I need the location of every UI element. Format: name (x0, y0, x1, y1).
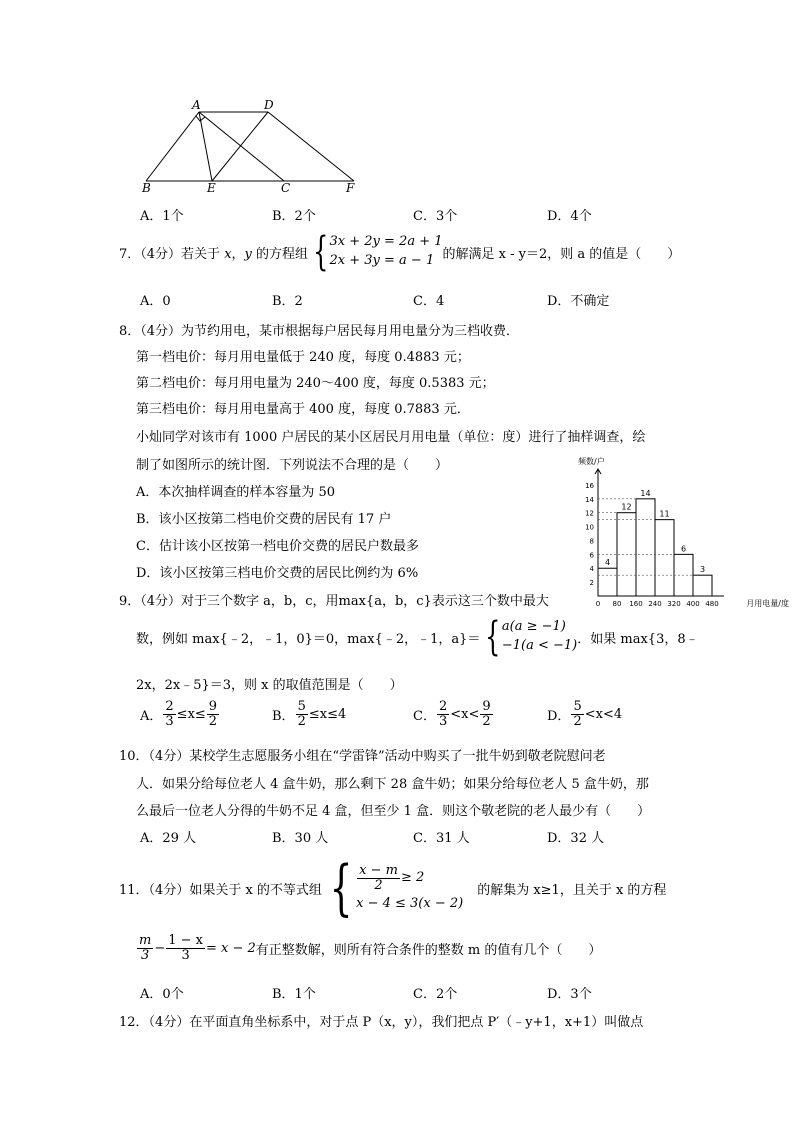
y-tick-label: 10 (585, 523, 594, 532)
histogram-chart (572, 456, 790, 616)
y-axis-label: 频数/户 (578, 457, 605, 466)
q11-prefix: 11．（4分）如果关于 x 的不等式组 (119, 882, 322, 898)
point-label-e: E (207, 181, 216, 195)
x-tick-label: 160 (629, 600, 643, 608)
q9-case1: a(a ≥ −1) (501, 619, 566, 635)
bar (693, 575, 712, 596)
y-tick-label: 4 (589, 565, 594, 574)
q6-option-c: C．3个 (413, 209, 458, 224)
q8-tier2: 第二档电价：每月用电量为 240～400 度，每度 0.5383 元； (136, 376, 495, 391)
option-key: B． (272, 708, 295, 724)
point-label-c: C (281, 181, 291, 195)
y-tick-label: 14 (585, 495, 594, 504)
q8-line2: 制了如图所示的统计图．下列说法不合理的是（ ） (136, 458, 449, 473)
bar (598, 568, 617, 596)
data-label: 14 (640, 488, 651, 498)
q11-system (356, 864, 463, 912)
x-tick-label: 0 (595, 600, 601, 608)
q11-option-b: B．1个 (272, 987, 316, 1002)
bar (655, 520, 674, 596)
q8-line1: 小灿同学对该市有 1000 户居民的某小区居民月用电量（单位：度）进行了抽样调查，绘 (136, 430, 646, 445)
q9-option-d (547, 700, 622, 728)
q8-tier3: 第三档电价：每月用电量高于 400 度，每度 0.7883 元． (136, 402, 470, 417)
q10-line3: 么最后一位老人分得的牛奶不足 4 盒，但至少 1 盒．则这个敬老院的老人最少有（ ） (136, 804, 651, 819)
fraction: $\frac{5}{2}$ (573, 699, 582, 729)
point-label-a: A (192, 98, 201, 112)
y-tick-label: 2 (589, 579, 594, 588)
q11-equation-line: $\frac{m}{3}$ − $\frac{1 - x}{3}$ = x − 2 有正整数解，则所有符合条件的整数 m 的值有几个（ ） (139, 933, 602, 963)
x-tick-label: 400 (686, 600, 700, 608)
q10-line2: 人．如果分给每位老人 4 盒牛奶，那么剩下 28 盒牛奶；如果分给每位老人 5 盒牛奶，那 (136, 777, 649, 792)
data-label: 11 (659, 509, 670, 519)
fraction: $\frac{2}{3}$ (165, 699, 174, 729)
q7-option-d: D．不确定 (547, 294, 610, 309)
q10-option-d: D．32 人 (547, 831, 605, 846)
y-tick-label: 12 (585, 509, 594, 518)
inequality: ≤x≤4 (308, 706, 347, 722)
q6-option-d: D．4个 (547, 209, 592, 224)
q7-eq2: 2x + 3y = a − 1 (329, 253, 435, 268)
q9-line2a: 数，例如 max{﹣2，﹣1，0}＝0，max{﹣2，﹣1，a}＝ (136, 631, 481, 647)
data-label: 4 (604, 558, 611, 568)
fraction: $\frac{x - m}{2}$ (359, 863, 398, 893)
q7-option-a: A．0 (140, 294, 171, 309)
point-label-f: F (346, 181, 355, 195)
inequality: <x<4 (584, 706, 623, 722)
q11-ineq2: x − 4 ≤ 3(x − 2) (356, 896, 464, 912)
inequality: ≤x≤ (176, 706, 206, 722)
option-key: D． (547, 708, 571, 724)
q7-stem: 7．（4分）若关于 x，y 的方程组 { 3x + 2y = 2a + 1 2x + 3y = a − 1 的解满足 x - y＝2，则 a 的值是（ ） (119, 229, 681, 275)
data-label: 6 (680, 544, 687, 554)
q8-option-b: B．该小区按第二档电价交费的居民有 17 户 (136, 512, 392, 527)
fraction: $\frac{1 - x}{3}$ (168, 933, 203, 963)
q6-option-a: A．1个 (140, 209, 184, 224)
q9-case2: −1(a < −1) (501, 638, 578, 653)
q10-line1: 10．（4分）某校学生志愿服务小组在“学雷锋”活动中购买了一批牛奶到敬老院慰问老 (119, 749, 606, 764)
q7-suffix: 的解满足 x - y＝2，则 a 的值是（ ） (442, 246, 681, 262)
x-tick-label: 240 (648, 600, 662, 608)
q9-line2b: ．如果 max{3，8﹣ (577, 631, 699, 647)
q11-eq-suffix: 有正整数解，则所有符合条件的整数 m 的值有几个（ ） (255, 942, 602, 958)
x-axis-label: 月用电量/度 (746, 599, 789, 608)
q8-option-d: D．该小区按第三档电价交费的居民比例约为 6% (136, 566, 419, 581)
q10-option-c: C．31 人 (413, 831, 470, 846)
q8-option-a: A．本次抽样调查的样本容量为 50 (136, 485, 336, 500)
option-key: C． (413, 708, 436, 724)
x-tick-label: 480 (705, 600, 719, 608)
q9-option-b (272, 700, 346, 728)
geometry-figure (130, 94, 380, 198)
cases-brace: { (485, 614, 501, 660)
q7-eq1: 3x + 2y = 2a + 1 (329, 234, 443, 250)
y-tick-label: 6 (589, 551, 594, 560)
q9-line2 (136, 614, 699, 660)
system-brace: { (313, 229, 329, 275)
q11-option-c: C．2个 (413, 987, 458, 1002)
q9-line1: 9．（4分）对于三个数字 a，b，c，用max{a，b，c}表示这三个数中最大 (119, 594, 549, 609)
data-label: 12 (621, 502, 632, 512)
point-label-d: D (264, 98, 274, 112)
q9-option-a (140, 700, 220, 728)
q9-cases (502, 618, 577, 656)
q9-line3: 2x，2x﹣5}＝3，则 x 的取值范围是（ ） (136, 678, 403, 693)
q11-stem (119, 853, 667, 923)
y-tick-label: 16 (585, 481, 594, 490)
option-key: A． (140, 708, 163, 724)
q7-option-b: B．2 (272, 294, 303, 309)
q7-prefix: 7．（4分）若关于 (119, 246, 221, 262)
q7-option-c: C．4 (413, 294, 445, 309)
q11-option-a: A．0个 (140, 987, 184, 1002)
fraction: $\frac{5}{2}$ (297, 699, 306, 729)
x-tick-label: 80 (612, 600, 622, 608)
q10-option-b: B．30 人 (272, 831, 329, 846)
fraction: $\frac{9}{2}$ (208, 699, 218, 729)
q8-option-c: C．估计该小区按第一档电价交费的居民户数最多 (136, 539, 419, 554)
q8-stem: 8．（4分）为节约用电，某市根据每户居民每月用电量分为三档收费． (119, 324, 520, 339)
q11-suffix: 的解集为 x≥1，且关于 x 的方程 (477, 882, 667, 898)
data-label: 3 (699, 565, 706, 575)
x-tick-label: 320 (667, 600, 681, 608)
fraction: $\frac{9}{2}$ (482, 699, 491, 729)
inequality: <x< (450, 706, 480, 722)
y-tick-label: 8 (589, 537, 594, 546)
q9-option-c (413, 700, 494, 728)
q11-eq-rhs: = x − 2 (206, 940, 256, 956)
q8-tier1: 第一档电价：每月用电量低于 240 度，每度 0.4883 元； (136, 350, 470, 365)
system-brace: { (329, 853, 353, 923)
q12-line1: 12．（4分）在平面直角坐标系中，对于点 P（x，y），我们把点 P′（﹣y+1，x+1）叫做点 (119, 1015, 644, 1030)
q7-mid: 的方程组 (256, 246, 309, 262)
q7-system (330, 233, 443, 271)
q11-ineq1-rhs: ≥ 2 (400, 870, 425, 886)
point-label-b: B (142, 181, 151, 195)
bar (636, 499, 655, 596)
fraction: $\frac{m}{3}$ (139, 933, 152, 963)
q11-option-d: D．3个 (547, 987, 592, 1002)
fraction: $\frac{2}{3}$ (438, 699, 448, 729)
q10-option-a: A．29 人 (140, 831, 197, 846)
q6-option-b: B．2个 (272, 209, 316, 224)
